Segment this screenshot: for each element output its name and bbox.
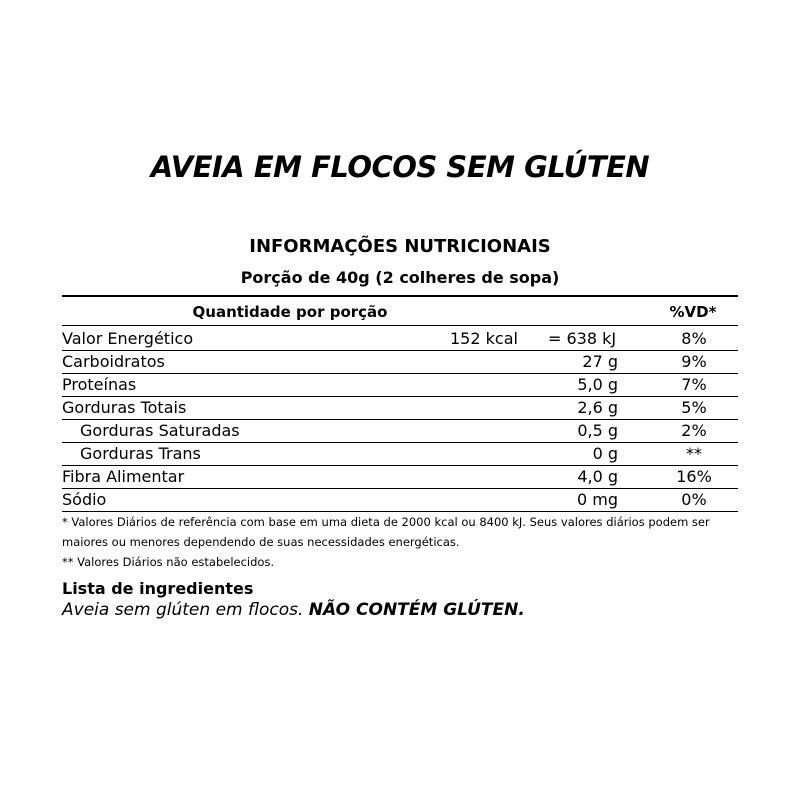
footnote-daily-values: * Valores Diários de referência com base em uma dieta de 2000 kcal ou 8400 kJ. Seus valores diários podem ser maiores ou menores dependendo de suas necessidades energéticas. bbox=[62, 515, 710, 549]
ingredients-list bbox=[62, 600, 525, 620]
nutrient-vd: 7% bbox=[681, 375, 707, 394]
nutrient-vd: ** bbox=[686, 444, 702, 463]
product-title: AVEIA EM FLOCOS SEM GLÚTEN bbox=[150, 150, 650, 184]
nutrient-vd: 2% bbox=[681, 421, 707, 440]
gluten-warning: NÃO CONTÉM GLÚTEN. bbox=[308, 600, 525, 620]
nutrient-name: Sódio bbox=[62, 490, 107, 509]
nutrient-name: Carboidratos bbox=[62, 352, 165, 371]
nutrient-name: Gorduras Totais bbox=[62, 398, 187, 417]
nutrient-amount: 5,0 g bbox=[577, 375, 618, 394]
energy-kcal: 152 kcal bbox=[450, 329, 518, 348]
column-header-quantity: Quantidade por porção bbox=[192, 303, 388, 321]
table-row bbox=[62, 442, 738, 465]
table-row bbox=[62, 373, 738, 396]
table-row bbox=[62, 396, 738, 419]
portion-size: Porção de 40g (2 colheres de sopa) bbox=[240, 268, 560, 287]
nutrient-vd: 8% bbox=[681, 329, 707, 348]
footnote-not-established: ** Valores Diários não estabelecidos. bbox=[62, 555, 275, 569]
nutrient-name: Proteínas bbox=[62, 375, 137, 394]
table-row-energy bbox=[62, 327, 738, 350]
nutrient-name: Fibra Alimentar bbox=[62, 467, 185, 486]
nutrient-amount: 0,5 g bbox=[577, 421, 618, 440]
nutrient-amount: 0 mg bbox=[576, 490, 618, 509]
header-rule bbox=[62, 325, 738, 326]
table-row bbox=[62, 488, 738, 511]
nutrient-vd: 16% bbox=[676, 467, 712, 486]
nutrition-heading: INFORMAÇÕES NUTRICIONAIS bbox=[249, 236, 551, 257]
nutrient-amount: 4,0 g bbox=[577, 467, 618, 486]
table-top-rule bbox=[62, 295, 738, 297]
nutrient-vd: 9% bbox=[681, 352, 707, 371]
column-header-vd: %VD* bbox=[669, 303, 717, 321]
nutrient-name: Gorduras Trans bbox=[80, 444, 201, 463]
nutrient-name: Valor Energético bbox=[62, 329, 194, 348]
table-row bbox=[62, 465, 738, 488]
ingredients-text: Aveia sem glúten em flocos. bbox=[62, 600, 304, 620]
nutrient-amount: 27 g bbox=[582, 352, 618, 371]
nutrient-amount: 0 g bbox=[592, 444, 618, 463]
nutrient-vd: 5% bbox=[681, 398, 707, 417]
nutrient-amount: 2,6 g bbox=[577, 398, 618, 417]
table-row bbox=[62, 419, 738, 442]
energy-kj: = 638 kJ bbox=[548, 329, 617, 348]
nutrient-name: Gorduras Saturadas bbox=[80, 421, 240, 440]
ingredients-title: Lista de ingredientes bbox=[62, 579, 254, 598]
nutrient-vd: 0% bbox=[681, 490, 707, 509]
table-row bbox=[62, 350, 738, 373]
